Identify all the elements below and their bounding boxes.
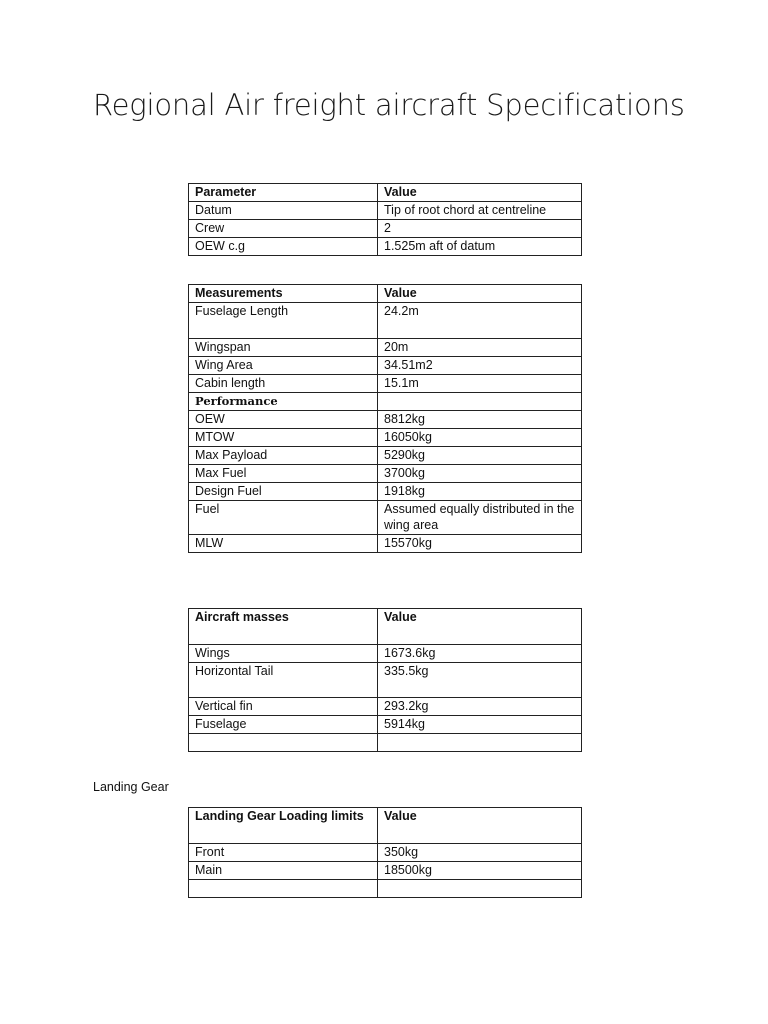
table-row xyxy=(189,698,582,716)
table-row xyxy=(189,375,582,393)
table-cell xyxy=(378,393,582,411)
table-row xyxy=(189,238,582,256)
table-cell: Wings xyxy=(189,645,378,663)
header-cell: Parameter xyxy=(189,184,378,202)
table-cell: 15570kg xyxy=(378,535,582,553)
table-row xyxy=(189,880,582,898)
section-label: Performance xyxy=(189,393,378,411)
table-cell: 3700kg xyxy=(378,465,582,483)
table-cell: Vertical fin xyxy=(189,698,378,716)
table-row xyxy=(189,339,582,357)
table-cell: 34.51m2 xyxy=(378,357,582,375)
aircraft-masses-table xyxy=(188,608,582,752)
table-cell: Design Fuel xyxy=(189,483,378,501)
table-cell: Fuel xyxy=(189,501,378,535)
table-row xyxy=(189,734,582,752)
table-cell: 350kg xyxy=(378,844,582,862)
table-cell: 24.2m xyxy=(378,303,582,339)
table-cell: 335.5kg xyxy=(378,663,582,698)
header-cell: Landing Gear Loading limits xyxy=(189,808,378,844)
table-cell: Main xyxy=(189,862,378,880)
table-cell: Wingspan xyxy=(189,339,378,357)
table-header-row xyxy=(189,808,582,844)
table-cell: OEW xyxy=(189,411,378,429)
table-cell: 2 xyxy=(378,220,582,238)
table-cell: MTOW xyxy=(189,429,378,447)
table-cell: 1673.6kg xyxy=(378,645,582,663)
table-cell: Front xyxy=(189,844,378,862)
table-row xyxy=(189,844,582,862)
table-cell xyxy=(378,880,582,898)
table-row xyxy=(189,447,582,465)
parameter-table xyxy=(188,183,582,256)
table-row xyxy=(189,663,582,698)
table-cell: 5290kg xyxy=(378,447,582,465)
table-cell: Max Fuel xyxy=(189,465,378,483)
table-row xyxy=(189,645,582,663)
table-header-row xyxy=(189,609,582,645)
table-cell: 15.1m xyxy=(378,375,582,393)
table-cell: 1.525m aft of datum xyxy=(378,238,582,256)
table-cell: 8812kg xyxy=(378,411,582,429)
table-cell: 16050kg xyxy=(378,429,582,447)
table-row xyxy=(189,357,582,375)
header-cell: Value xyxy=(378,609,582,645)
table-cell: Crew xyxy=(189,220,378,238)
table-cell: 20m xyxy=(378,339,582,357)
table-row xyxy=(189,429,582,447)
table-header-row xyxy=(189,184,582,202)
table-cell: OEW c.g xyxy=(189,238,378,256)
table-cell: 1918kg xyxy=(378,483,582,501)
table-cell: Fuselage xyxy=(189,716,378,734)
measurements-table xyxy=(188,284,582,553)
table-cell: 5914kg xyxy=(378,716,582,734)
header-cell: Value xyxy=(378,184,582,202)
table-cell: MLW xyxy=(189,535,378,553)
table-cell: Tip of root chord at centreline xyxy=(378,202,582,220)
table-row xyxy=(189,411,582,429)
table-row xyxy=(189,862,582,880)
table-cell: Horizontal Tail xyxy=(189,663,378,698)
table-cell: Fuselage Length xyxy=(189,303,378,339)
table-row xyxy=(189,465,582,483)
table-row xyxy=(189,501,582,535)
table-cell xyxy=(189,734,378,752)
table-cell: Cabin length xyxy=(189,375,378,393)
landing-gear-table xyxy=(188,807,582,898)
table-cell: Assumed equally distributed in the wing area xyxy=(378,501,582,535)
header-cell: Aircraft masses xyxy=(189,609,378,645)
table-row xyxy=(189,535,582,553)
table-row xyxy=(189,202,582,220)
header-cell: Value xyxy=(378,285,582,303)
section-row-performance xyxy=(189,393,582,411)
table-cell: Datum xyxy=(189,202,378,220)
table-row xyxy=(189,220,582,238)
table-header-row xyxy=(189,285,582,303)
header-cell: Value xyxy=(378,808,582,844)
table-cell: Max Payload xyxy=(189,447,378,465)
landing-gear-label: Landing Gear xyxy=(93,780,169,794)
table-cell xyxy=(189,880,378,898)
table-cell: 293.2kg xyxy=(378,698,582,716)
table-cell: Wing Area xyxy=(189,357,378,375)
table-row xyxy=(189,716,582,734)
table-row xyxy=(189,483,582,501)
table-cell xyxy=(378,734,582,752)
page-title: Regional Air freight aircraft Specifications xyxy=(93,88,685,122)
header-cell: Measurements xyxy=(189,285,378,303)
table-cell: 18500kg xyxy=(378,862,582,880)
table-row xyxy=(189,303,582,339)
